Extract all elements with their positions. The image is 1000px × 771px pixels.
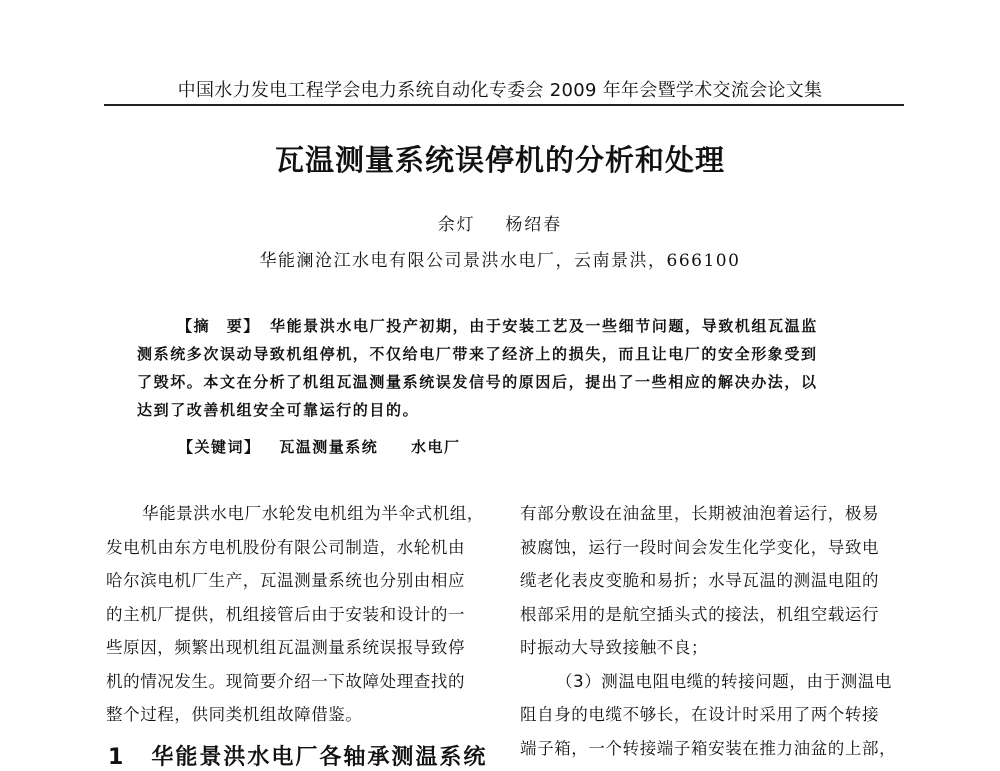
keywords-label: 【关键词】 <box>178 438 261 456</box>
body-line: 机的情况发生。现简要介绍一下故障处理查找的 <box>106 671 466 691</box>
author-name: 余灯 <box>437 215 476 235</box>
abstract <box>137 312 877 424</box>
body-line: 缆老化表皮变脆和易折；水导瓦温的测温电阻的 <box>520 571 880 590</box>
authors <box>0 210 1000 235</box>
body-line: 些原因，频繁出现机组瓦温测量系统误报导致停 <box>106 638 466 657</box>
abstract-line: 测系统多次误动导致机组停机，不仅给电厂带来了经济上的损失，而且让电厂的安全形象受到 <box>137 345 818 363</box>
running-header: 中国水力发电工程学会电力系统自动化专委会 2009 年年会暨学术交流会论文集 <box>177 80 823 101</box>
abstract-label: 【摘 要】 <box>177 317 261 335</box>
keyword: 水电厂 <box>411 438 461 456</box>
header-rule <box>104 104 904 106</box>
paper-title: 瓦温测量系统误停机的分析和处理 <box>274 143 725 177</box>
body-line: 整个过程，供同类机组故障借鉴。 <box>106 705 363 724</box>
section-heading <box>108 740 487 771</box>
body-line: 时振动大导致接触不良； <box>520 638 709 657</box>
body-line: 哈尔滨电机厂生产，瓦温测量系统也分别由相应 <box>106 571 466 590</box>
body-right-column <box>520 497 910 765</box>
body-line: 发电机由东方电机股份有限公司制造，水轮机由 <box>106 537 466 557</box>
body-line: 的主机厂提供，机组接管后由于安装和设计的一 <box>106 604 466 624</box>
keywords <box>178 436 487 457</box>
body-line: （3）测温电阻电缆的转接问题，由于测温电 <box>556 671 892 691</box>
abstract-line: 了毁坏。本文在分析了机组瓦温测量系统误发信号的原因后，提出了一些相应的解决办法，以 <box>137 373 818 391</box>
body-line: 端子箱，一个转接端子箱安装在推力油盆的上部， <box>520 738 897 758</box>
body-line: 华能景洪水电厂水轮发电机组为半伞式机组， <box>142 504 484 523</box>
section-number: 1 <box>108 745 126 770</box>
affiliation: 华能澜沧江水电有限公司景洪水电厂，云南景洪，666100 <box>259 251 741 271</box>
body-line: 阻自身的电缆不够长，在设计时采用了两个转接 <box>520 705 880 724</box>
body-line: 根部采用的是航空插头式的接法，机组空载运行 <box>520 604 880 624</box>
abstract-line: 【摘 要】 华能景洪水电厂投产初期，由于安装工艺及一些细节问题，导致机组瓦温监 <box>177 317 818 335</box>
section-title: 华能景洪水电厂各轴承测温系统 <box>151 745 488 770</box>
body-left-column <box>106 497 496 732</box>
body-line: 被腐蚀，运行一段时间会发生化学变化，导致电 <box>520 537 880 557</box>
author-name: 杨绍春 <box>505 215 563 235</box>
body-line: 有部分敷设在油盆里，长期被油泡着运行，极易 <box>520 504 880 523</box>
keyword: 瓦温测量系统 <box>279 438 379 456</box>
abstract-line: 达到了改善机组安全可靠运行的目的。 <box>137 401 420 419</box>
